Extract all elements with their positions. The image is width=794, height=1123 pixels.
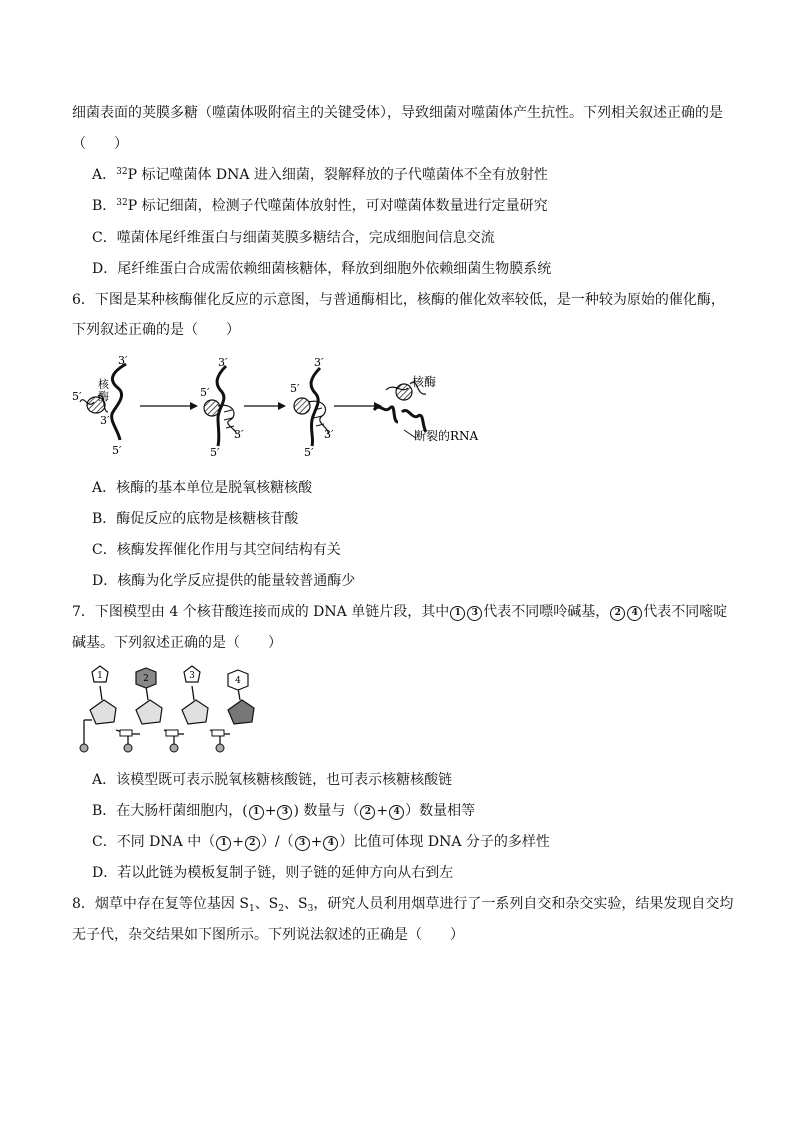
label-3prime: 3′: [314, 356, 324, 369]
q7-option-c: C．不同 DNA 中（ 1 + 2 ）/（ 3 + 4 ）比值可体现 DNA 分子的多样性: [92, 834, 550, 850]
q5-option-b: B．$^{32}$P 标记细菌，检测子代噬菌体放射性，可对噬菌体数量进行定量研究: [92, 198, 548, 214]
nucleotide-1: [90, 666, 116, 724]
label-ribozyme: 核酶: [412, 375, 437, 389]
label-3prime: 3′: [118, 354, 128, 367]
q8-stem-line2: 无子代，杂交结果如下图所示。下列说法叙述的正确是（ ）: [72, 927, 464, 943]
nucleotide-4: [228, 670, 254, 724]
dna-strand-model: [76, 664, 276, 756]
base-label-2: 2: [143, 674, 149, 684]
stage-4-products: [374, 374, 479, 443]
label-3prime: 3′: [100, 414, 110, 427]
nucleotide-3: [182, 666, 208, 724]
label-5prime: 5′: [304, 446, 314, 458]
base-label-3: 3: [189, 671, 195, 681]
label-5prime: 5′: [200, 386, 210, 399]
label-5prime: 5′: [290, 382, 300, 395]
q5-option-d: D．尾纤维蛋白合成需依赖细菌核糖体，释放到细胞外依赖细菌生物膜系统: [92, 261, 552, 277]
q7-option-d: D．若以此链为模板复制子链，则子链的延伸方向从右到左: [92, 865, 454, 881]
label-ribozyme-vertical-2: 酶: [98, 390, 109, 403]
q8-stem-line1: 8．烟草中存在复等位基因 $S_1$、$S_2$、$S_3$，研究人员利用烟草进行了一系列自交和杂交实验，结果发现自交均: [72, 896, 734, 914]
q6-option-c: C．核酶发挥催化作用与其空间结构有关: [92, 542, 341, 558]
q6-option-a: A．核酶的基本单位是脱氧核糖核酸: [92, 480, 313, 496]
arrow-2: [244, 402, 286, 410]
label-3prime: 3′: [324, 428, 334, 441]
q7-option-a: A．该模型既可表示脱氧核糖核酸链，也可表示核糖核酸链: [92, 772, 453, 788]
q6-stem-line1: 6．下图是某种核酶催化反应的示意图，与普通酶相比，核酶的催化效率较低，是一种较为原始的催化酶，: [72, 292, 725, 308]
arrow-1: [140, 402, 198, 410]
label-ribozyme-vertical-1: 核: [98, 378, 109, 391]
q5-option-c: C．噬菌体尾纤维蛋白与细菌荚膜多糖结合，完成细胞间信息交流: [92, 230, 495, 246]
base-label-4: 4: [235, 676, 241, 686]
q7-stem-line2: 碱基。下列叙述正确的是（ ）: [72, 635, 282, 651]
stage-1-ribozyme-and-rna: [72, 354, 128, 457]
q6-stem-line2: 下列叙述正确的是（ ）: [72, 322, 240, 338]
label-3prime: 3′: [218, 356, 228, 369]
q7-stem-line1: 7．下图模型由 4 个核苷酸连接而成的 DNA 单链片段，其中 1 3 代表不同嘌呤碱基， 2 4 代表不同嘧啶: [72, 604, 728, 620]
nucleotide-2: [136, 668, 162, 724]
label-broken-rna: 断裂的RNA: [414, 429, 479, 443]
label-5prime: 5′: [72, 390, 82, 403]
q7-option-b: B．在大肠杆菌细胞内，( 1 + 3 ) 数量与（ 2 + 4 ）数量相等: [92, 803, 476, 819]
label-5prime: 5′: [112, 444, 122, 457]
base-label-1: 1: [97, 671, 103, 681]
q6-option-d: D．核酶为化学反应提供的能量较普通酶少: [92, 573, 356, 589]
label-3prime: 3′: [234, 428, 244, 441]
q6-option-b: B．酶促反应的底物是核糖核苷酸: [92, 511, 299, 527]
ribozyme-diagram: [68, 350, 508, 458]
q5-stem-line2: （ ）: [72, 136, 128, 152]
q5-stem-line1: 细菌表面的荚膜多糖（噬菌体吸附宿主的关键受体），导致细菌对噬菌体产生抗性。下列相关叙述正确的是: [72, 105, 723, 121]
stage-2-complex: [200, 356, 244, 458]
stage-3-complex: [290, 356, 334, 458]
q5-option-a: A．$^{32}$P 标记噬菌体 DNA 进入细菌，裂解释放的子代噬菌体不全有放射性: [92, 167, 548, 183]
label-5prime: 5′: [210, 446, 220, 458]
